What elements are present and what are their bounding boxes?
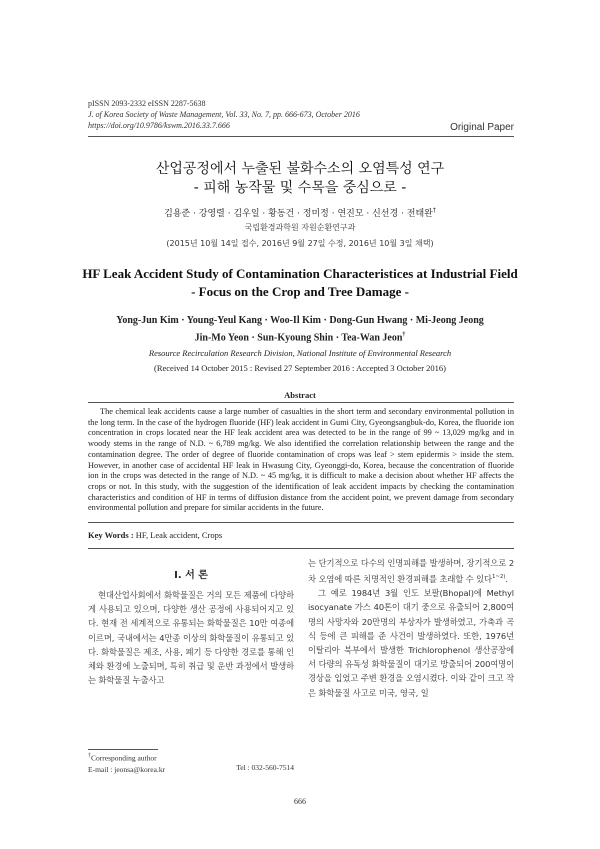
corresponding-mark: †	[432, 207, 436, 214]
intro-left-column: 현대산업사회에서 화학물질은 거의 모든 제품에 다양하게 사용되고 있으며, 다양한 생산 공정에 사용되어지고 있다. 현재 전 세계적으로 유통되는 화학물질은 10만 여종에 이르며, 국내에서는 4만종 이상의 화학물질이 유통되고 있다. 화학물질은 제조, 사용, 폐기 등 다양한 경로를 통해 인체와 환경에 노출되며, 특히 취급 및 운반 과정에서 발생하는 화학물질 누출사고	[88, 590, 294, 686]
abstract-rule-top	[88, 402, 514, 403]
page-number: 666	[294, 797, 306, 806]
korean-title-line1: 산업공정에서 누출된 불화수소의 오염특성 연구	[155, 161, 445, 177]
korean-authors-text: 김용준 · 강영렬 · 김우일 · 황동건 · 정미정 · 연진모 · 신선경 · 전태완	[164, 209, 433, 219]
korean-affiliation: 국립환경과학원 자원순환연구과	[244, 223, 356, 232]
english-title-line2: - Focus on the Crop and Tree Damage -	[191, 284, 409, 299]
keywords-text: HF, Leak accident, Crops	[135, 530, 223, 540]
english-authors-line2: Jin-Mo Yeon · Sun-Kyoung Shin · Tea-Wan Jeon	[194, 332, 403, 344]
korean-title-line2: - 피해 농작물 및 수목을 중심으로 -	[193, 180, 407, 196]
korean-authors	[60, 206, 540, 219]
english-title-line1: HF Leak Accident Study of Contamination Characteristices at Industrial Field	[82, 266, 518, 281]
footnote-tel: Tel : 032-560-7514	[236, 763, 294, 772]
intro-paragraph-1-text: 는 단기적으로 다수의 인명피해를 발생하며, 장기적으로 2차 오염에 따른 치명적인 환경피해를 초래할 수 있다	[308, 558, 514, 584]
footnote-mark: †	[88, 753, 91, 759]
korean-received: (2015년 10월 14일 접수, 2016년 9월 27일 수정, 2016년 10월 3일 채택)	[166, 239, 434, 248]
keywords-rule	[88, 548, 514, 549]
issn-line: pISSN 2093-2332 eISSN 2287-5638	[88, 99, 206, 108]
section-heading: I. 서 론	[174, 570, 208, 581]
english-received: (Received 14 October 2015 : Revised 27 September 2016 : Accepted 3 October 2016)	[154, 363, 446, 373]
keywords	[88, 530, 222, 540]
intro-paragraph-2: 그 예로 1984년 3월 인도 보팔(Bhopal)에 Methyl isocyanate 가스 40톤이 대기 중으로 유출되어 2,800여명의 사망자와 20만명의 부상자가 발생하였고, 가축과 곡식 등에 큰 피해를 준 사건이 발생하였다. 또한, 1976년 이탈리아 북부에서 발생한 Trichlorophenol 생산공장에서 다량의 유독성 화학물질이 대기로 방출되어 200여명이 경상을 입었고 주변 환경을 오염시켰다. 이와 같이 크고 작은 화학물질 사고로 미국, 영국, 일	[308, 588, 514, 698]
abstract-text: The chemical leak accidents cause a large number of casualties in the short term and secondary environmental pollution in the long term. In the case of the hydrogen fluoride (HF) leak accident in Gumi City, Gyeongsangbuk-do, Korea, the fluoride ion concentration in crops located near the HF leak accident area was detected to be in the range of 99 ~ 13,029 mg/kg and in woody stems in the range of N.D. ~ 6,789 mg/kg. We also identified the correlation relationship between the range and the contamination degree. The order of degree of fluoride contamination of crops was leaf > stem epidermis > inside the stem. However, in another case of accidental HF leak in Hwasung City, Gyeonggi-do, Korea, because the concentration of fluoride ion in the crops was detected in the range of N.D. ~ 45 mg/kg, it is difficult to make a decision about whether HF affects the crops or not. In this study, with the suggestion of the identification of leak accident impacts by checking the contamination characteristics and condition of HF in terms of diffusion distance from the accident point, we prevent damage from secondary environmental pollution and prepare for similar accidents in the future.	[88, 407, 514, 513]
footnote-rule	[88, 749, 158, 750]
header-rule	[88, 136, 514, 137]
journal-citation: J. of Korea Society of Waste Management, Vol. 33, No. 7, pp. 666-673, October 2016	[88, 110, 360, 119]
english-affiliation: Resource Recirculation Research Division, National Institute of Environmental Research	[148, 348, 452, 358]
abstract-heading: Abstract	[284, 390, 316, 400]
intro-paragraph-1	[308, 556, 514, 586]
article-type-badge: Original Paper	[450, 122, 514, 133]
abstract-rule-bottom	[88, 522, 514, 523]
journal-header	[88, 98, 360, 131]
english-authors-line1: Yong-Jun Kim · Young-Yeul Kang · Woo-Il Kim · Dong-Gun Hwang · Mi-Jeong Jeong	[116, 315, 484, 326]
korean-title	[60, 160, 540, 198]
citation-ref[interactable]: 1~2)	[491, 574, 506, 581]
intro-paragraph-1-end: .	[505, 573, 508, 584]
doi-link[interactable]: https://doi.org/10.9786/kswm.2016.33.7.666	[88, 121, 230, 130]
footnote-label: Corresponding author	[91, 753, 157, 763]
english-authors	[60, 313, 540, 345]
english-title	[60, 265, 540, 301]
english-corresponding-mark: †	[402, 332, 406, 338]
footnote	[88, 751, 294, 775]
footnote-email[interactable]: E-mail : jeonsa@korea.kr	[88, 764, 166, 774]
intro-right-column	[308, 556, 514, 700]
keywords-label: Key Words :	[88, 530, 134, 540]
